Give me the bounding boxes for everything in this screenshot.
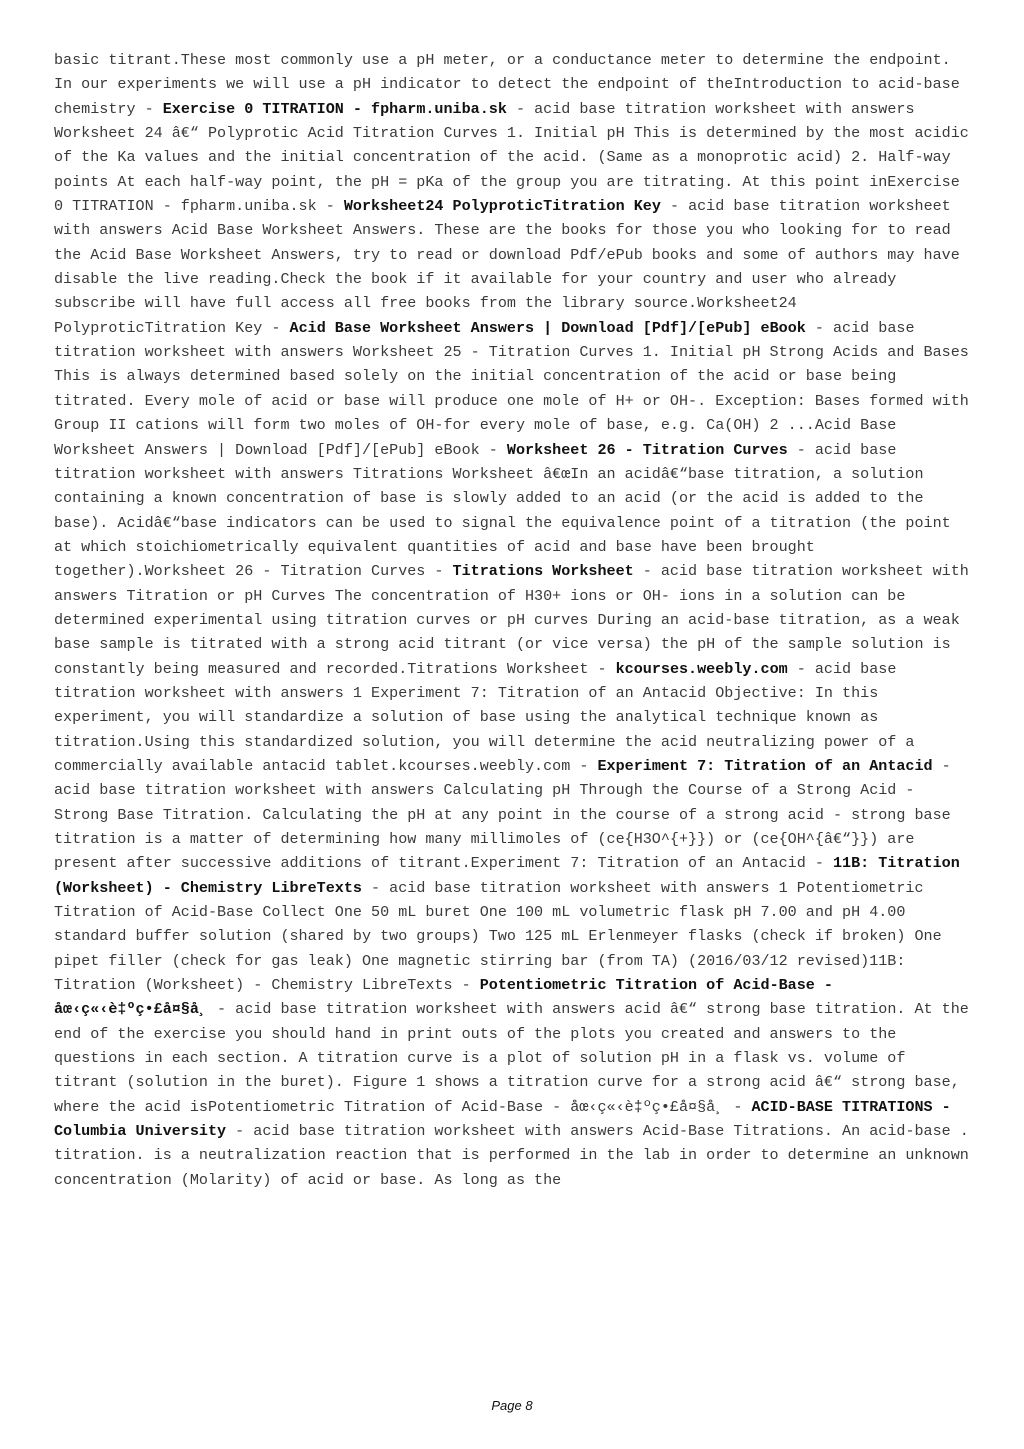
text-run: - acid base titration worksheet with answers Worksheet 24 â€“ Polyprotic Acid Titration Curves 1. Initial pH This is determined by the most acidic of the Ka values and the initial concentration of the acid. (Same as a monoprotic acid) 2. Half-way points At each half-way point, the pH = pKa of the group you are titrating. At this point inExercise 0 TITRATION - fpharm.uniba.sk - bbox=[54, 99, 969, 216]
bold-heading: Acid Base Worksheet Answers | Download [Pdf]/[ePub] eBook bbox=[289, 318, 806, 337]
bold-heading: Worksheet24 PolyproticTitration Key bbox=[343, 197, 661, 216]
text-run: - acid base titration worksheet with answers acid â€“ strong base titration. At the end of the exercise you should hand in print outs of the plots you created and answers to the questions in each section. A titration curve is a plot of solution pH in a flask vs. volume of titrant (solution in the buret). Figure 1 shows a titration curve for a strong acid â€“ strong base, where the acid isPotentiometric Titration of Acid-Base - åœ‹ç«‹è‡ºç•£å¤§å¸ - bbox=[54, 1000, 969, 1116]
page-content bbox=[54, 48, 976, 1192]
text-run: - acid base titration worksheet with answers 1 Potentiometric Titration of Acid-Base Collect One 50 mL buret One 100 mL volumetric flask pH 7.00 and pH 4.00 standard buffer solution (shared by two groups) Two 125 mL Erlenmeyer flasks (check if broken) One pipet filler (check for gas leak) One magnetic stirring bar (from TA) (2016/03/12 revised)11B: Titration (Worksheet) - Chemistry LibreTexts - bbox=[54, 878, 942, 995]
bold-heading: ACID-BASE TITRATIONS - Columbia University bbox=[54, 1097, 951, 1141]
text-run: basic titrant.These most commonly use a pH meter, or a conductance meter to determine the endpoint. In our experiments we will use a pH indicator to detect the endpoint of theIntroduction to acid-base chemistry - bbox=[54, 51, 960, 118]
text-run: - acid base titration worksheet with answers Titration or pH Curves The concentration of H30+ ions or OH- ions in a solution can be determined experimental using titration curves or pH curves During an acid-base titration, as a weak base sample is titrated with a strong acid titrant (or vice versa) the pH of the sample solution is constantly being measured and recorded.Titrations Worksheet - bbox=[54, 562, 969, 678]
bold-heading: Exercise 0 TITRATION - fpharm.uniba.sk bbox=[162, 99, 507, 118]
page-number: Page 8 bbox=[491, 1398, 533, 1413]
bold-heading: Potentiometric Titration of Acid-Base - åœ‹ç«‹è‡ºç•£å¤§å¸ bbox=[54, 976, 833, 1019]
text-run: - acid base titration worksheet with answers Calculating pH Through the Course of a Strong Acid - Strong Base Titration. Calculating the pH at any point in the course of a strong acid - strong base titration is a matter of determining how many millimoles of (ce{H3O^{+}}) or (ce{OH^{â€“}}) are present after successive additions of titrant.Experiment 7: Titration of an Antacid - bbox=[54, 756, 951, 873]
bold-heading: Experiment 7: Titration of an Antacid bbox=[597, 756, 933, 775]
bold-heading: Worksheet 26 - Titration Curves bbox=[506, 440, 788, 459]
body-paragraph bbox=[54, 48, 976, 1192]
bold-heading: Titrations Worksheet bbox=[452, 562, 634, 581]
text-run: - acid base titration worksheet with answers Worksheet 25 - Titration Curves 1. Initial pH Strong Acids and Bases This is always determined based solely on the initial concentration of the acid or base being titrated. Every mole of acid or base will produce one mole of H+ or OH-. Exception: Bases formed with Group II cations will form two moles of OH-for every mole of base, e.g. Ca(OH) 2 ...Acid Base Worksheet Answers | Download [Pdf]/[ePub] eBook - bbox=[54, 318, 969, 459]
text-run: - acid base titration worksheet with answers Titrations Worksheet â€œIn an acidâ€“base titration, a solution containing a known concentration of base is slowly added to an acid (or the acid is added to the base). Acidâ€“base indicators can be used to signal the equivalence point of a titration (the point at which stoichiometrically equivalent quantities of acid and base have been brought together).Worksheet 26 - Titration Curves - bbox=[54, 440, 951, 581]
text-run: - acid base titration worksheet with answers Acid Base Worksheet Answers. These are the books for those you who looking for to read the Acid Base Worksheet Answers, try to read or download Pdf/ePub books and some of authors may have disable the live reading.Check the book if it available for your country and user who already subscribe will have full access all free books from the library source.Worksheet24 PolyproticTitration Key - bbox=[54, 197, 960, 337]
text-run: - acid base titration worksheet with answers 1 Experiment 7: Titration of an Antacid Objective: In this experiment, you will standardize a solution of base using the analytical technique known as titration.Using this standardized solution, you will determine the acid neutralizing power of a commercially available antacid tablet.kcourses.weebly.com - bbox=[54, 659, 915, 775]
bold-heading: 11B: Titration (Worksheet) - Chemistry LibreTexts bbox=[54, 854, 960, 897]
text-run: - acid base titration worksheet with answers Acid-Base Titrations. An acid-base . titration. is a neutralization reaction that is performed in the lab in order to determine an unknown concentration (Molarity) of acid or base. As long as the bbox=[54, 1122, 969, 1189]
bold-heading: kcourses.weebly.com bbox=[615, 659, 788, 678]
